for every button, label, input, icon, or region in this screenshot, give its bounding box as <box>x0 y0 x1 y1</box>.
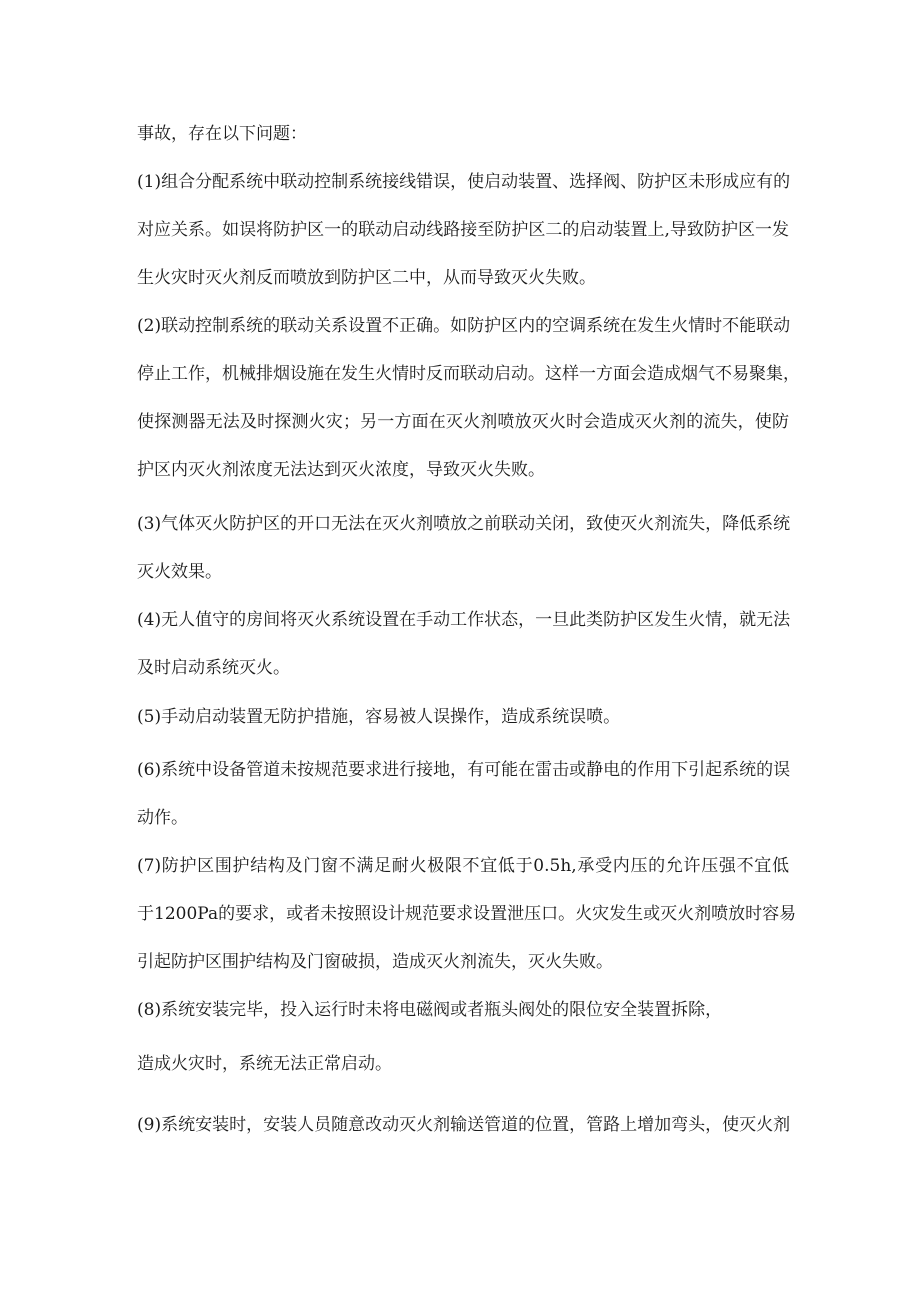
item-5-line-1: (5)手动启动装置无防护措施，容易被人误操作，造成系统误喷。 <box>137 707 621 727</box>
item-2-line-2: 停止工作，机械排烟设施在发生火情时反而联动启动。这样一方面会造成烟气不易聚集， <box>137 364 800 384</box>
text-line: 事故，存在以下问题： <box>137 124 307 144</box>
item-1-line-2: 对应关系。如误将防护区一的联动启动线路接至防护区二的启动装置上,导致防护区一发 <box>137 220 789 240</box>
item-6-line-1: (6)系统中设备管道未按规范要求进行接地，有可能在雷击或静电的作用下引起系统的误 <box>137 760 791 780</box>
item-2-line-3: 使探测器无法及时探测火灾；另一方面在灭火剂喷放灭火时会造成灭火剂的流失，使防 <box>137 412 789 432</box>
item-8-line-2: 造成火灾时，系统无法正常启动。 <box>137 1054 392 1074</box>
item-4-line-2: 及时启动系统灭火。 <box>137 658 290 678</box>
item-6-line-2: 动作。 <box>137 808 188 828</box>
item-7-line-3: 引起防护区围护结构及门窗破损，造成灭火剂流失，灭火失败。 <box>137 952 613 972</box>
item-3-line-2: 灭火效果。 <box>137 562 222 582</box>
item-3-line-1: (3)气体灭火防护区的开口无法在灭火剂喷放之前联动关闭，致使灭火剂流失，降低系统 <box>137 514 791 534</box>
item-8-line-1: (8)系统安装完毕，投入运行时未将电磁阀或者瓶头阀处的限位安全装置拆除， <box>137 1000 723 1020</box>
item-2-line-1: (2)联动控制系统的联动关系设置不正确。如防护区内的空调系统在发生火情时不能联动 <box>137 316 791 336</box>
item-9-line-1: (9)系统安装时，安装人员随意改动灭火剂输送管道的位置，管路上增加弯头，使灭火剂 <box>137 1115 791 1135</box>
item-7-line-1: (7)防护区围护结构及门窗不满足耐火极限不宜低于0.5h,承受内压的允许压强不宜低 <box>137 856 789 876</box>
item-7-line-2: 于1200Pa的要求，或者未按照设计规范要求设置泄压口。火灾发生或灭火剂喷放时容易 <box>137 904 797 924</box>
item-1-line-3: 生火灾时灭火剂反而喷放到防护区二中，从而导致灭火失败。 <box>137 268 596 288</box>
item-1-line-1: (1)组合分配系统中联动控制系统接线错误，使启动装置、选择阀、防护区未形成应有的 <box>137 172 791 192</box>
item-2-line-4: 护区内灭火剂浓度无法达到灭火浓度，导致灭火失败。 <box>137 460 545 480</box>
item-4-line-1: (4)无人值守的房间将灭火系统设置在手动工作状态，一旦此类防护区发生火情，就无法 <box>137 610 791 630</box>
